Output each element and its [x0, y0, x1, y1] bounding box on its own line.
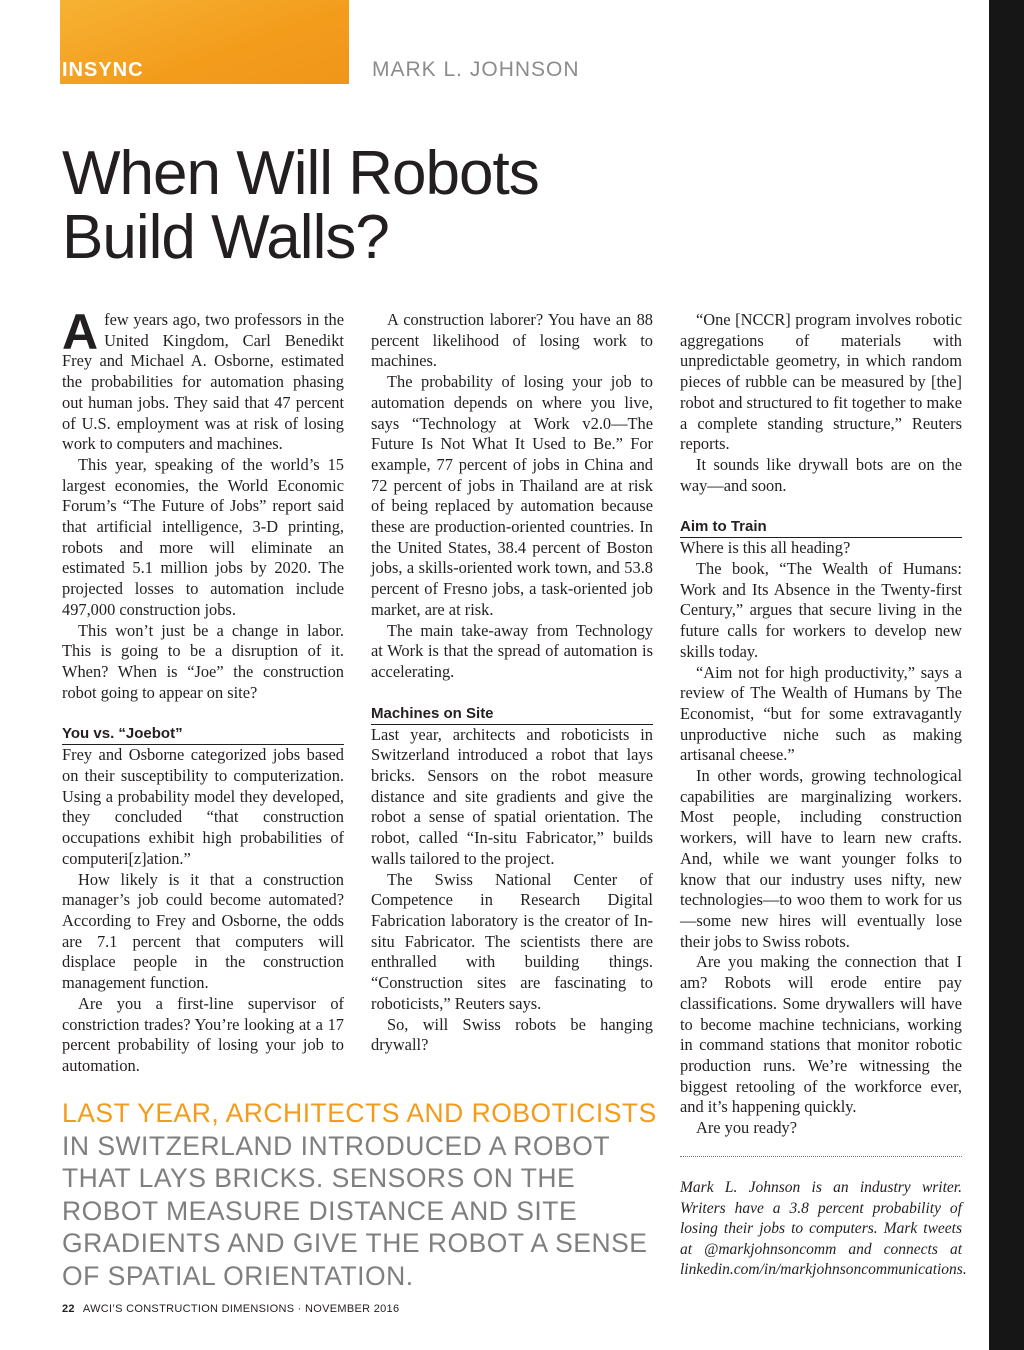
column-2	[371, 310, 653, 1056]
title-line-2: Build Walls?	[62, 203, 389, 272]
title-line-1: When Will Robots	[62, 139, 539, 208]
paragraph: This won’t just be a change in labor. This is going to be a disruption of it. When? When is “Joe” the construction robot going to appear on site?	[62, 620, 344, 702]
paragraph: Are you a first-line supervisor of constriction trades? You’re looking at a 17 percent probability of losing your job to automation.	[62, 993, 344, 1075]
page-footer	[62, 1303, 399, 1315]
paragraph: It sounds like drywall bots are on the way—and soon.	[680, 454, 962, 495]
page-edge-bar	[989, 0, 1024, 1350]
subhead-machines-on-site: Machines on Site	[371, 704, 653, 725]
column-1	[62, 304, 344, 1077]
drop-cap: A	[62, 304, 99, 360]
paragraph: Frey and Osborne categorized jobs based on their susceptibility to computerization. Using a probability model they developed, they concluded “that construction occupations exhibit high probabilities of computeri[z]ation.”	[62, 745, 344, 868]
pull-quote-rest: IN SWITZERLAND INTRODUCED A ROBOT THAT LAYS BRICKS. SENSORS ON THE ROBOT MEASURE DISTANCE AND SITE GRADIENTS AND GIVE THE ROBOT A SENSE OF SPATIAL ORIENTATION.	[62, 1130, 648, 1291]
paragraph: Afew years ago, two professors in the United Kingdom, Carl Benedikt Frey and Michael A. Osborne, estimated the probabilities for automation phasing out human jobs. They said that 47 percent of U.S. employment was at risk of losing work to computers and machines.	[62, 304, 344, 454]
paragraph: Last year, architects and roboticists in Switzerland introduced a robot that lays bricks. Sensors on the robot measure distance and site gradients and give the robot a sense of spatial orientation. The robot, called “In-situ Fabricator,” builds walls tailored to the project.	[371, 724, 653, 868]
author-name: MARK L. JOHNSON	[372, 58, 580, 81]
author-bio: Mark L. Johnson is an industry writer. Writers have a 3.8 percent probability of losing their jobs to computers. Mark tweets at @markjohnsoncomm and connects at linkedin.com/in/markjohnsoncommunications.	[680, 1179, 967, 1278]
paragraph: “Aim not for high productivity,” says a review of The Wealth of Humans by The Economist, “but for some extravagantly unproductive niche such as making artisanal cheese.”	[680, 662, 962, 765]
section-tag: INSYNC	[62, 59, 144, 81]
subhead-you-vs-joebot: You vs. “Joebot”	[62, 724, 344, 745]
paragraph: This year, speaking of the world’s 15 largest economies, the World Economic Forum’s “The Future of Jobs” report said that artificial intelligence, 3-D printing, robots and more will eliminate an estimated 5.1 million jobs by 2020. The projected losses to automation include 497,000 construction jobs.	[62, 454, 344, 619]
paragraph: How likely is it that a construction manager’s job could become automated? According to Frey and Osborne, the odds are 7.1 percent that computers will displace people in the construction management function.	[62, 869, 344, 993]
paragraph: The probability of losing your job to automation depends on where you live, says “Technology at Work v2.0—The Future Is Not What It Used to Be.” For example, 77 percent of jobs in China and 72 percent of jobs in Thailand are at risk of being replaced by automation because these are production-oriented countries. In the United States, 38.4 percent of Boston jobs, a skills-oriented work town, and 53.8 percent of Fresno jobs, a task-oriented job market, are at risk.	[371, 372, 653, 619]
paragraph: The book, “The Wealth of Humans: Work and Its Absence in the Twenty-first Century,” argues that secure living in the future calls for workers to develop new skills today.	[680, 559, 962, 661]
paragraph: In other words, growing technological capabilities are marginalizing workers. Most people, including construction workers, will have to learn new crafts. And, while we want younger folks to know that our industry uses nifty, new technologies—to woo them to work for us—some new hires will eventually lose their jobs to Swiss robots.	[680, 766, 962, 951]
publication-line: AWCI’S CONSTRUCTION DIMENSIONS · NOVEMBER 2016	[82, 1303, 400, 1315]
page-number: 22	[62, 1303, 75, 1315]
paragraph: Where is this all heading?	[680, 538, 851, 558]
paragraph: Are you making the connection that I am? Robots will erode entire pay classifications. Some drywallers will have to become machine technicians, working in command stations that monitor robotic production runs. We’re witnessing the biggest retooling of the workforce ever, and it’s happening quickly.	[680, 952, 962, 1117]
pull-quote	[62, 1097, 662, 1293]
paragraph: Are you ready?	[696, 1118, 798, 1138]
column-3	[680, 310, 962, 1139]
paragraph: So, will Swiss robots be hanging drywall?	[371, 1014, 653, 1055]
paragraph: “One [NCCR] program involves robotic aggregations of materials with unpredictable geometry, in which random pieces of rubble can be measured by [the] robot and structured to fit together to make a complete standing structure,” Reuters reports.	[680, 310, 962, 454]
pull-quote-accent: LAST YEAR, ARCHITECTS AND ROBOTICISTS	[62, 1098, 657, 1128]
subhead-aim-to-train: Aim to Train	[680, 517, 962, 538]
article-title	[62, 139, 682, 272]
paragraph: The main take-away from Technology at Work is that the spread of automation is accelerating.	[371, 620, 653, 681]
paragraph: The Swiss National Center of Competence in Research Digital Fabrication laboratory is the creator of In-situ Fabricator. The scientists there are enthralled with building things. “Construction sites are fascinating to roboticists,” Reuters says.	[371, 869, 653, 1013]
paragraph: A construction laborer? You have an 88 percent likelihood of losing work to machines.	[371, 310, 653, 371]
bio-divider	[680, 1156, 962, 1157]
